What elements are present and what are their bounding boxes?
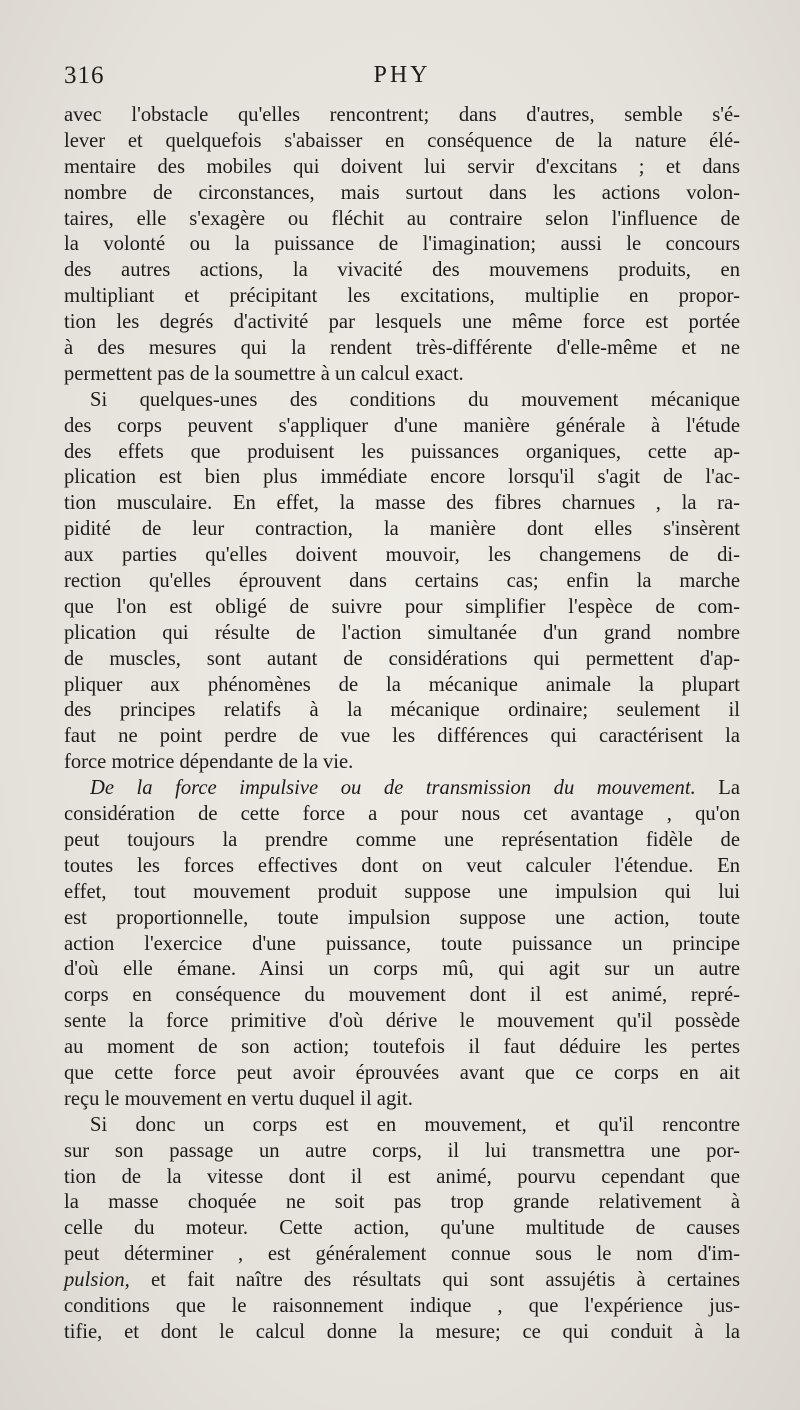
text-line: multipliant et précipitant les excitations, multiplie en propor-	[64, 285, 740, 308]
italic-term: pulsion,	[64, 1269, 130, 1292]
text-line: force motrice dépendante de la vie.	[64, 751, 354, 774]
text-line: la masse choquée ne soit pas trop grande relativement à	[64, 1191, 740, 1214]
text-line: au moment de son action; toutefois il faut déduire les pertes	[64, 1036, 740, 1059]
text-line: pliquer aux phénomènes de la mécanique animale la plupart	[64, 673, 740, 696]
text-line-with-italic	[64, 1268, 740, 1294]
text-line: lever et quelquefois s'abaisser en conséquence de la nature élé-	[64, 129, 740, 152]
text-line: pidité de leur contraction, la manière dont elles s'insèrent	[64, 518, 740, 541]
text-line: Si donc un corps est en mouvement, et qu'il rencontre	[90, 1113, 740, 1136]
text-line: taires, elle s'exagère ou fléchit au contraire selon l'influence de	[64, 207, 740, 230]
text-line: sente la force primitive d'où dérive le mouvement qu'il possède	[64, 1010, 740, 1033]
text-line: d'où elle émane. Ainsi un corps mû, qui agit sur un autre	[64, 958, 740, 981]
text-line: reçu le mouvement en vertu duquel il agit.	[64, 1087, 413, 1110]
text-line: sur son passage un autre corps, il lui transmettra une por-	[64, 1139, 740, 1162]
text-line: tion les degrés d'activité par lesquels une même force est portée	[64, 311, 740, 334]
text-line: plication qui résulte de l'action simultanée d'un grand nombre	[64, 621, 740, 644]
section-lead-rest: La	[695, 777, 741, 800]
text-line: faut ne point perdre de vue les différences qui caractérisent la	[64, 725, 740, 748]
text-line: tion musculaire. En effet, la masse des fibres charnues , la ra-	[64, 492, 740, 515]
text-line: aux parties qu'elles doivent mouvoir, les changemens de di-	[64, 544, 740, 567]
text-line-rest: et fait naître des résultats qui sont assujétis à certaines	[129, 1269, 740, 1292]
text-line: peut toujours la prendre comme une représentation fidèle de	[64, 828, 740, 851]
text-line: peut déterminer , est généralement connue sous le nom d'im-	[64, 1243, 740, 1266]
text-line: des corps peuvent s'appliquer d'une manière générale à l'étude	[64, 414, 740, 437]
text-line: avec l'obstacle qu'elles rencontrent; dans d'autres, semble s'é-	[64, 104, 740, 126]
text-line: rection qu'elles éprouvent dans certains cas; enfin la marche	[64, 570, 740, 593]
text-line: nombre de circonstances, mais surtout dans les actions volon-	[64, 181, 740, 204]
text-line: conditions que le raisonnement indique , que l'expérience jus-	[64, 1294, 740, 1317]
page-number: 316	[64, 62, 105, 89]
text-line: corps en conséquence du mouvement dont il est animé, repré-	[64, 984, 740, 1007]
text-line: à des mesures qui la rendent très-différente d'elle-même et ne	[64, 337, 740, 360]
text-line: est proportionnelle, toute impulsion suppose une action, toute	[64, 906, 740, 929]
text-line: celle du moteur. Cette action, qu'une multitude de causes	[64, 1217, 740, 1240]
section-lead-line	[64, 776, 740, 802]
text-line: de muscles, sont autant de considérations qui permettent d'ap-	[64, 647, 740, 670]
text-line: permettent pas de la soumettre à un calcul exact.	[64, 362, 464, 385]
text-line: des effets que produisent les puissances organiques, cette ap-	[64, 440, 740, 463]
text-line: Si quelques-unes des conditions du mouvement mécanique	[90, 388, 740, 411]
text-line: considération de cette force a pour nous cet avantage , qu'on	[64, 803, 740, 826]
text-line: tifie, et dont le calcul donne la mesure; ce qui conduit à la	[64, 1320, 740, 1343]
text-line: plication est bien plus immédiate encore lorsqu'il s'agit de l'ac-	[64, 466, 740, 489]
text-line: mentaire des mobiles qui doivent lui servir d'excitans ; et dans	[64, 155, 740, 178]
text-line: des principes relatifs à la mécanique ordinaire; seulement il	[64, 699, 740, 722]
text-line: des autres actions, la vivacité des mouvemens produits, en	[64, 259, 740, 282]
page-header	[64, 62, 740, 98]
running-head: PHY	[373, 62, 431, 88]
body-text	[64, 103, 740, 1346]
text-line: effet, tout mouvement produit suppose une impulsion qui lui	[64, 880, 740, 903]
text-line: que l'on est obligé de suivre pour simplifier l'espèce de com-	[64, 595, 740, 618]
section-heading: De la force impulsive ou de transmission du mouvement.	[90, 777, 696, 800]
text-line: tion de la vitesse dont il est animé, pourvu cependant que	[64, 1165, 740, 1188]
text-line: action l'exercice d'une puissance, toute puissance un principe	[64, 932, 740, 955]
text-line: la volonté ou la puissance de l'imagination; aussi le concours	[64, 233, 740, 256]
text-line: toutes les forces effectives dont on veut calculer l'étendue. En	[64, 854, 740, 877]
text-line: que cette force peut avoir éprouvées avant que ce corps en ait	[64, 1061, 740, 1084]
